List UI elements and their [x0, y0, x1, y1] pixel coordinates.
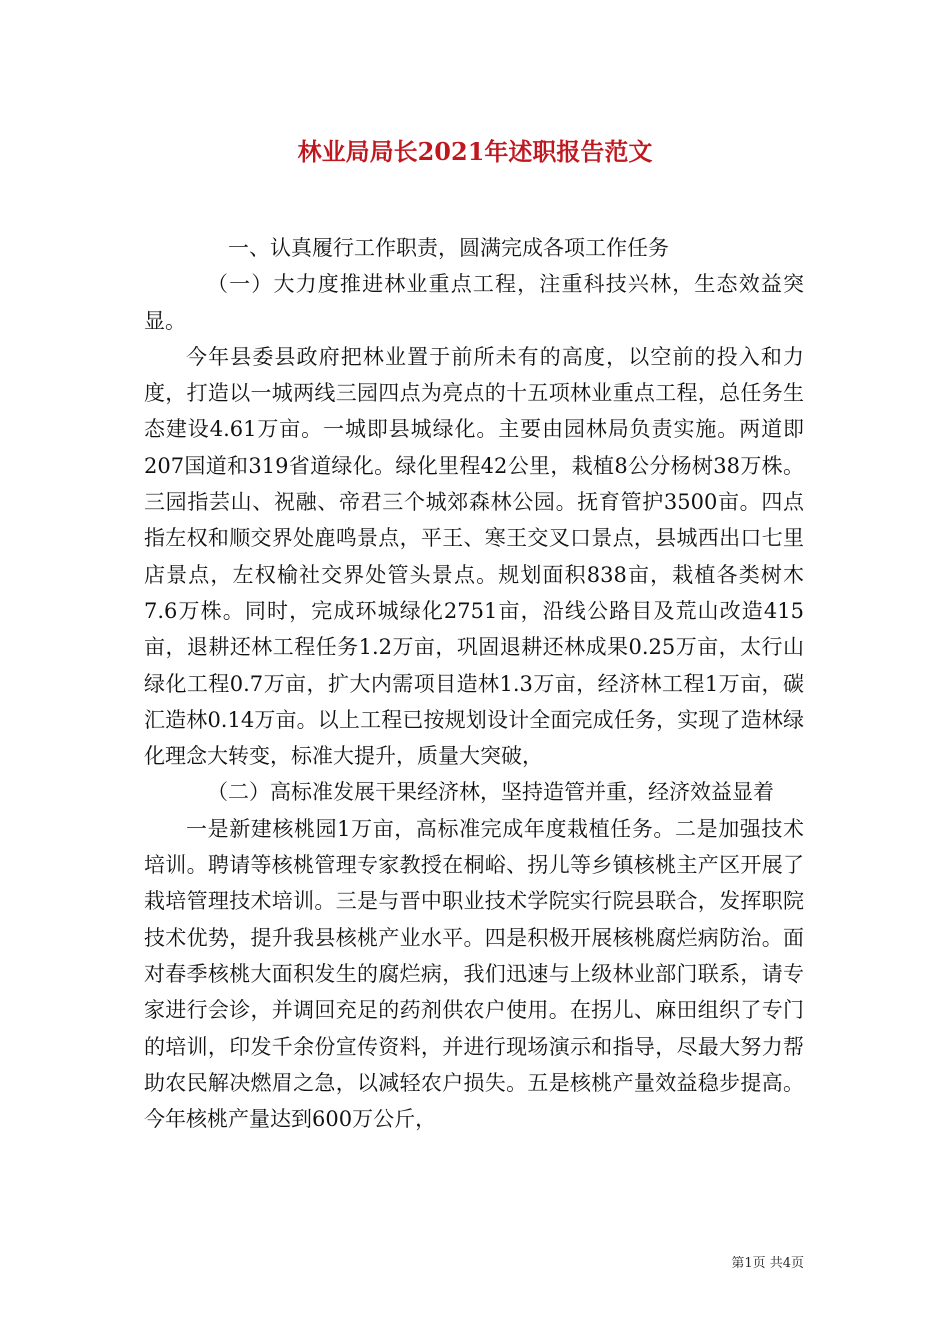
- subsection-heading: （一）大力度推进林业重点工程，注重科技兴林，生态效益突显。: [144, 272, 804, 333]
- body-paragraph: 一是新建核桃园1万亩，高标准完成年度栽植任务。二是加强技术培训。聘请等核桃管理专家教授在桐峪、拐儿等乡镇核桃主产区开展了栽培管理技术培训。三是与晋中职业技术学院实行院县联合，发挥职院技术优势，提升我县核桃产业水平。四是积极开展核桃腐烂病防治。面对春季核桃大面积发生的腐烂病，我们迅速与上级林业部门联系，请专家进行会诊，并调回充足的药剂供农户使用。在拐儿、麻田组织了专门的培训，印发千余份宣传资料，并进行现场演示和指导，尽最大努力帮助农民解决燃眉之急，以减轻农户损失。五是核桃产量效益稳步提高。今年核桃产量达到600万公斤，: [144, 816, 804, 1132]
- section-heading: 一、认真履行工作职责，圆满完成各项工作任务: [228, 236, 669, 260]
- document-body: [144, 230, 804, 1137]
- body-paragraph: 今年县委县政府把林业置于前所未有的高度，以空前的投入和力度，打造以一城两线三园四点为亮点的十五项林业重点工程，总任务生态建设4.61万亩。一城即县城绿化。主要由园林局负责实施。两道即207国道和319省道绿化。绿化里程42公里，栽植8公分杨树38万株。三园指芸山、祝融、帝君三个城郊森林公园。抚育管护3500亩。四点指左权和顺交界处鹿鸣景点，平王、寒王交叉口景点，县城西出口七里店景点，左权榆社交界处管头景点。规划面积838亩，栽植各类树木7.6万株。同时，完成环城绿化2751亩，沿线公路目及荒山改造415亩，退耕还林工程任务1.2万亩，巩固退耕还林成果0.25万亩，太行山绿化工程0.7万亩，扩大内需项目造林1.3万亩，经济林工程1万亩，碳汇造林0.14万亩。以上工程已按规划设计全面完成任务，实现了造林绿化理念大转变，标准大提升，质量大突破，: [144, 344, 804, 769]
- page-number: 第1页 共4页: [731, 1256, 804, 1271]
- subsection-heading: （二）高标准发展干果经济林，坚持造管并重，经济效益显着: [207, 780, 774, 805]
- document-title: 林业局局长2021年述职报告范文: [297, 137, 653, 166]
